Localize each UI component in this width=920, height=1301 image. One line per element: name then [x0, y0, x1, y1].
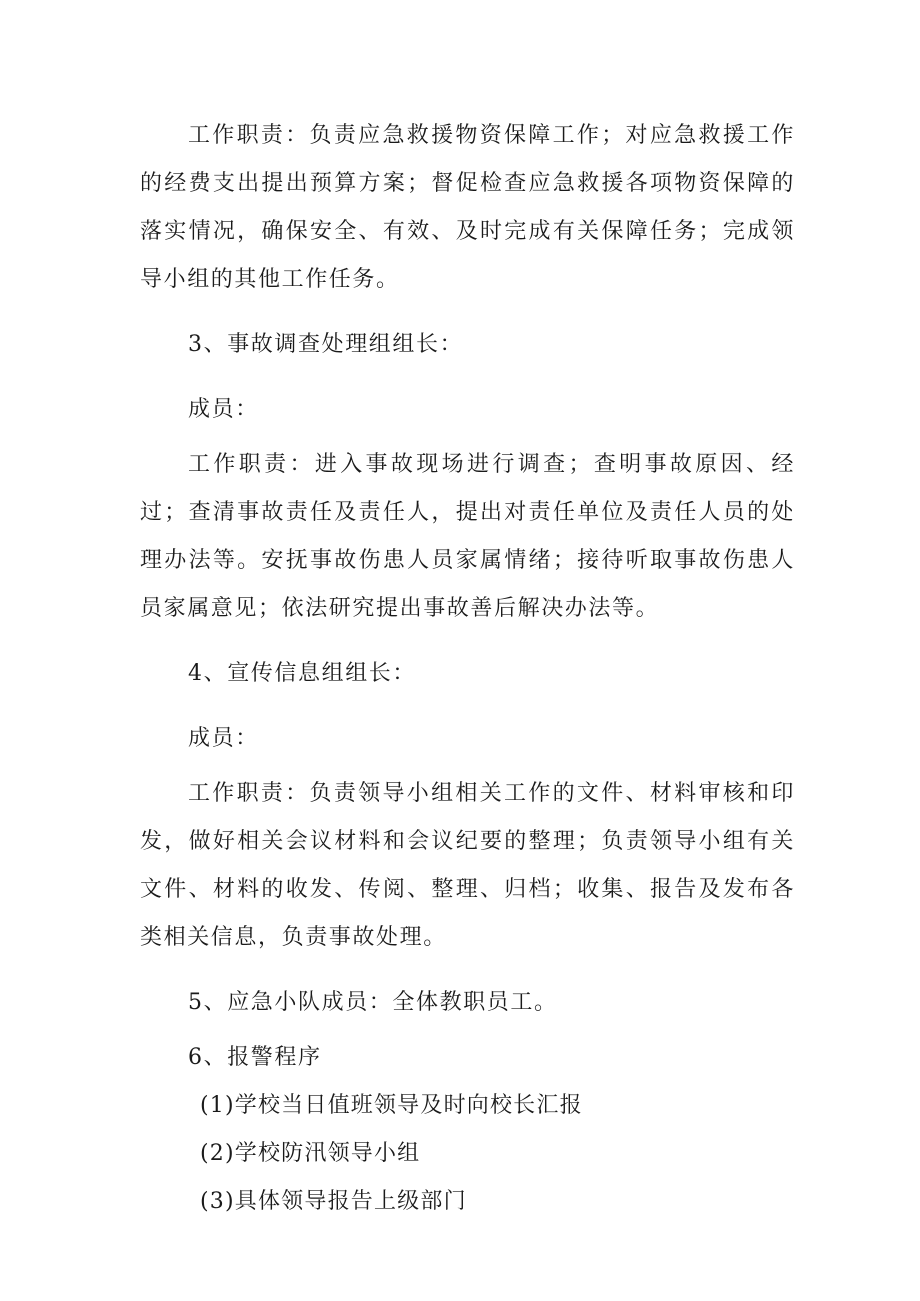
paragraph-publicity-duties: 工作职责：负责领导小组相关工作的文件、材料审核和印发，做好相关会议材料和会议纪要的整理；负责领导小组有关文件、材料的收发、传阅、整理、归档；收集、报告及发布各类相关信息，负责事故处理。	[140, 781, 795, 950]
document-body	[140, 112, 795, 1226]
emergency-team-members: 5、应急小队成员：全体教职员工。	[188, 990, 558, 1015]
paragraph-investigation-duties: 工作职责：进入事故现场进行调查；查明事故原因、经过；查清事故责任及责任人，提出对责任单位及责任人员的处理办法等。安抚事故伤患人员家属情绪；接待听取事故伤患人员家属意见；依法研究提出事故善后解决办法等。	[140, 452, 795, 621]
heading-alarm-procedure: 6、报警程序	[188, 1045, 322, 1070]
paragraph-supply-duties: 工作职责：负责应急救援物资保障工作；对应急救援工作的经费支出提出预算方案；督促检查应急救援各项物资保障的落实情况，确保安全、有效、及时完成有关保障任务；完成领导小组的其他工作任务。	[140, 123, 795, 292]
heading-investigation-group: 3、事故调查处理组组长：	[188, 332, 464, 357]
heading-publicity-group: 4、宣传信息组组长：	[188, 661, 416, 686]
investigation-members: 成员：	[188, 397, 259, 422]
alarm-step-3: (3)具体领导报告上级部门	[200, 1189, 467, 1214]
alarm-step-2: (2)学校防汛领导小组	[200, 1141, 421, 1166]
alarm-step-1: (1)学校当日值班领导及时向校长汇报	[200, 1093, 583, 1118]
publicity-members: 成员：	[188, 726, 259, 751]
